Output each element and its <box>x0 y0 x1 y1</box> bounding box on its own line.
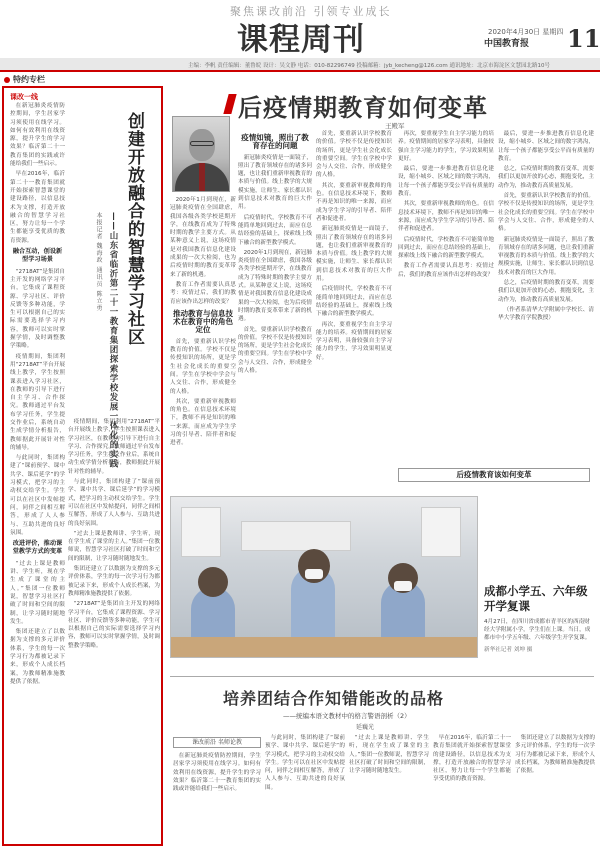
paragraph: 2020年1月到现在，新冠肺炎疫情在全国肆虐，我国各级各类学校延期开学，在线教育成为了特殊时期的教学主要方式。从某种意义上说，这场疫情是对我国教育信息化建设成果的一次大检阅，也为后疫情时期的教育变革带来了新的机遇。 <box>170 197 236 278</box>
paragraph: 与此同时，集团构建了“课前预学、课中共学、课后延学”的学习模式，把学习的主动权交给学生。学生可以在社区中发帖提问，同伴之间相互解答，形成了人人参与、互助共进的良好氛围。 <box>10 455 65 536</box>
page-number: 11 <box>567 24 600 53</box>
portrait-tie <box>199 163 205 192</box>
paragraph: 新冠肺炎疫情是一面镜子，照出了教育领域存在的诸多问题，也让我们重新审视教育的本质与价值。线上教学的大规模实施，让师生、家长都认识到信息技术对教育的巨大作用。 <box>238 154 312 211</box>
paragraph: 首先，要重新认识学校教育的价值。学校不仅是传授知识的场所，更是学生社会化成长的重要空间。学生在学校中学会与人交往、合作，形成健全的人格。 <box>238 326 312 375</box>
paragraph: 新冠肺炎疫情是一面镜子，照出了教育领域存在的诸多问题，也让我们重新审视教育的本质与价值。线上教学的大规模实施，让师生、家长都认识到信息技术对教育的巨大作用。 <box>316 226 392 283</box>
paragraph: 与此同时，集团构建了“课前预学、课中共学、课后延学”的学习模式，把学习的主动权交给学生。学生可以在社区中发帖提问，同伴之间相互解答，形成了人人参与、互助共进的良好氛围。 <box>68 479 160 527</box>
main-column-2 <box>238 130 312 492</box>
header-rule <box>0 70 600 72</box>
bottom-column-3 <box>349 734 429 846</box>
article-subheading: 推动教育与信息技术在教育中的角色定位 <box>173 308 233 335</box>
bottom-subtitle: ——统编本语文教材中的格言警语剖析（2） <box>283 712 411 720</box>
photo-window <box>181 507 221 557</box>
photo-credit: 新华社记者 刘坤 摄 <box>484 647 533 653</box>
paper-name: 课程周刊 <box>237 22 365 58</box>
author-note: （作者系清华大学附属中学校长、清华大学教育学院教授） <box>498 306 594 322</box>
paragraph: 其次，要重新审视教师的角色。在信息技术环境下，教师不再是知识的唯一来源，而应成为学生学习的引导者、陪伴者和促进者。 <box>316 182 392 222</box>
paragraph: 最后，要进一步推进教育信息化建设，缩小城乡、区域之间的数字鸿沟，让每一个孩子都能享受公平而有质量的教育。 <box>498 131 594 162</box>
bottom-column-4 <box>433 734 511 846</box>
photo-mask <box>305 569 323 579</box>
paragraph: 在新冠肺炎疫情防控期间，学生居家学习须使用在线学习。如何有效利用在线资源，提升学生的学习效果？临沂第二十一教育集团的实践或许能给我们一些启示。 <box>10 103 65 168</box>
paragraph: 集团还建立了以数据为支撑的多元评价体系，学生的每一次学习行为都被记录下来，形成个人成长档案，为教师精准施教提供了依据。 <box>68 566 160 597</box>
paragraph: 首先，要重新认识学校教育的价值。学校不仅是传授知识的场所，更是学生社会化成长的重要空间。学生在学校中学会与人交往、合作，形成健全的人格。 <box>498 193 594 233</box>
paragraph: “2718AT”是集团自主开发的网络学习平台，它集成了课程资源、学习社区、评价反馈等多种功能，学生可以根据自己的实际需要选择学习内容，教师可以实时掌握学情，及时调整教学策略。 <box>10 268 65 350</box>
title-decoration <box>223 94 236 114</box>
paragraph: “2718AT”是集团自主开发的网络学习平台，它集成了课程资源、学习社区、评价反馈等多种功能，学生可以根据自己的实际需要选择学习内容，教师可以实时掌握学情，及时调整教学策略。 <box>68 601 160 649</box>
paragraph: 集团还建立了以数据为支撑的多元评价体系，学生的每一次学习行为都被记录下来，形成个人成长档案，为教师精准施教提供了依据。 <box>515 735 595 775</box>
section-label-text: 特约专栏 <box>13 75 45 84</box>
masthead <box>0 0 600 64</box>
photo-banner <box>241 521 351 551</box>
bottom-headline: 培养团结合作知错能改的品格 <box>223 689 445 708</box>
paragraph: 疫情期间，集团利用“2718AT”平台开展线上教学，学生按照课表进入学习社区，在教师的引导下进行自主学习、合作探究。教师通过平台发布学习任务，学生提交作业后，系统自动生成学情分析报告，教师据此开展针对性的辅导。 <box>68 419 160 475</box>
main-column-1 <box>170 196 236 492</box>
photo-caption: 4月27日，在四川省成都市青羊区的西南财经大学附属小学，学生们在上课。当日，成都市中小学五年级、六年级学生开学复课。 <box>484 619 591 641</box>
main-column-3 <box>316 130 392 492</box>
feature-subheading: 改进评价，推动课堂教学方式的变革 <box>12 540 63 556</box>
brand-logo: 中国教育报 <box>484 39 530 49</box>
main-author: 王殿军 <box>385 122 405 130</box>
bottom-column-2 <box>265 734 345 846</box>
paragraph: “过去上课是教师讲、学生听，现在学生成了课堂的主人。”集团一位教师说，智慧学习社区打破了时间和空间的限制，让学习随时随地发生。 <box>349 735 429 775</box>
paragraph: 疫情期间，集团利用“2718AT”平台开展线上教学，学生按照课表进入学习社区，在教师的引导下进行自主学习、合作探究。教师通过平台发布学习任务，学生提交作业后，系统自动生成学情分析报告，教师据此开展针对性的辅导。 <box>10 353 65 451</box>
paragraph: 后疫情时代，学校教育不可能简单地回到过去，而应在总结经验的基础上，探索线上线下融合的新型教学模式。 <box>316 286 392 318</box>
paragraph: 与此同时，集团构建了“课前预学、课中共学、课后延学”的学习模式，把学习的主动权交给学生。学生可以在社区中发帖提问，同伴之间相互解答，形成了人人参与、互助共进的良好氛围。 <box>265 735 345 791</box>
bullet-icon <box>4 77 10 83</box>
feature-tag: 课改一线 <box>10 93 38 101</box>
paragraph: 集团还建立了以数据为支撑的多元评价体系，学生的每一次学习行为都被记录下来，形成个人成长档案，为教师精准施教提供了依据。 <box>10 629 65 685</box>
section-label <box>4 74 45 85</box>
photo-title: 成都小学五、六年级开学复课 <box>484 584 588 613</box>
feature-subtitle: ——山东省临沂第二十一教育集团探索学校发展一体化的实践 <box>108 212 118 469</box>
contact-bar: 主编：李帆 责任编辑：董鲁皖 设计：吴文静 电话：010-82296749 投稿邮箱：jyb_kecheng@126.com 通讯地址：北京市海淀区文慧园北路10号 <box>0 58 600 70</box>
paragraph: 首先，要重新认识学校教育的价值。学校不仅是传授知识的场所，更是学生社会化成长的重要空间。学生在学校中学会与人交往、合作，形成健全的人格。 <box>316 131 392 179</box>
main-column-5 <box>498 130 594 570</box>
paragraph: 其次，要重新审视教师的角色。在信息技术环境下，教师不再是知识的唯一来源，而应成为学生学习的引导者、陪伴者和促进者。 <box>170 398 236 447</box>
bottom-author: 延巍光 <box>356 724 375 731</box>
paragraph: 后疫情时代，学校教育不可能简单地回到过去，而应在总结经验的基础上，探索线上线下融合的新型教学模式。 <box>398 236 494 260</box>
paragraph: “过去上课是教师讲、学生听，现在学生成了课堂的主人。”集团一位教师说，智慧学习社区打破了时间和空间的限制，让学习随时随地发生。 <box>10 560 65 625</box>
slogan: 聚焦课改前沿 引领专业成长 <box>230 5 392 18</box>
paragraph: “过去上课是教师讲、学生听，现在学生成了课堂的主人。”集团一位教师说，智慧学习社区打破了时间和空间的限制，让学习随时随地发生。 <box>68 530 160 562</box>
paragraph: 在新冠肺炎疫情防控期间，学生居家学习须使用在线学习。如何有效利用在线资源，提升学生的学习效果？临沂第二十一教育集团的实践或许能给我们一些启示。 <box>173 753 261 793</box>
bottom-column-1 <box>173 752 261 846</box>
paragraph: 后疫情时代，学校教育不可能简单地回到过去，而应在总结经验的基础上，探索线上线下融合的新型教学模式。 <box>238 214 312 246</box>
paragraph: 早在2016年，临沂第二十一教育集团就开始探索智慧课堂的建设路径，以信息技术为支撑，打造开放融合的智慧学习社区，努力让每一个学生都能享受优质的教育资源。 <box>10 171 65 244</box>
portrait-glasses <box>190 141 214 146</box>
paragraph: 最后，要进一步推进教育信息化建设，缩小城乡、区域之间的数字鸿沟，让每一个孩子都能享受公平而有质量的教育。 <box>398 166 494 198</box>
bottom-column-5 <box>515 734 595 846</box>
paragraph: 2020年1月到现在，新冠肺炎疫情在全国肆虐，我国各级各类学校延期开学，在线教育成为了特殊时期的教学主要方式。从某种意义上说，这场疫情是对我国教育信息化建设成果的一次大检阅，也为后疫情时期的教育变革带来了新的机遇。 <box>238 249 312 323</box>
photo-window <box>421 507 461 557</box>
paragraph: 其次，要重新审视教师的角色。在信息技术环境下，教师不再是知识的唯一来源，而应成为学生学习的引导者、陪伴者和促进者。 <box>398 201 494 233</box>
paragraph: 总之，后疫情时期的教育变革，需要我们以更加开放的心态，拥抱变化，主动作为，推动教育高质量发展。 <box>498 166 594 189</box>
feature-column-1 <box>10 102 65 842</box>
main-column-4 <box>398 130 494 464</box>
paragraph: 再次，要重视学生自主学习能力的培养。疫情期间的居家学习表明，具备较强自主学习能力的学生，学习效果明显更好。 <box>398 131 494 162</box>
paragraph: 再次，要重视学生自主学习能力的培养。疫情期间的居家学习表明，具备较强自主学习能力的学生，学习效果明显更好。 <box>316 321 392 361</box>
paragraph: 教育工作者需要认真思考：疫情过后，我们的教育应该作出怎样的改变？ <box>398 263 494 278</box>
photo-desk <box>171 637 478 657</box>
feature-column-2 <box>68 418 160 842</box>
author-portrait <box>172 116 230 192</box>
news-photo <box>170 496 478 658</box>
subheading-box-text: 后疫情教育该如何变革 <box>456 470 532 479</box>
left-feature <box>2 86 163 846</box>
divider <box>170 676 594 677</box>
photo-mask <box>394 581 412 591</box>
paragraph: 总之，后疫情时期的教育变革，需要我们以更加开放的心态，拥抱变化，主动作为，推动教育高质量发展。 <box>498 280 594 303</box>
feature-byline: 本报记者 魏海政 通讯员 陈立勇 <box>95 212 102 312</box>
column-tag: 课改前沿 名师论教 <box>173 737 261 748</box>
photo-student-head <box>198 567 228 597</box>
paragraph: 早在2016年，临沂第二十一教育集团就开始探索智慧课堂的建设路径，以信息技术为支撑，打造开放融合的智慧学习社区，努力让每一个学生都能享受优质的教育资源。 <box>433 735 511 783</box>
issue-date: 2020年4月30日 星期四 <box>488 28 564 36</box>
feature-subheading: 融合互动，创设新型学习场景 <box>12 248 63 264</box>
paragraph: 首先，要重新认识学校教育的价值。学校不仅是传授知识的场所，更是学生社会化成长的重要空间。学生在学校中学会与人交往、合作，形成健全的人格。 <box>170 338 236 395</box>
article-subheading: 疫情如镜，照出了教育存在的问题 <box>241 133 309 151</box>
paragraph: 教育工作者需要认真思考：疫情过后，我们的教育应该作出怎样的改变？ <box>170 281 236 305</box>
feature-title: 创建开放融合的智慧学习社区 <box>124 112 144 346</box>
main-headline: 后疫情期教育如何变革 <box>238 93 488 122</box>
subheading-box <box>398 468 590 482</box>
paragraph: 新冠肺炎疫情是一面镜子，照出了教育领域存在的诸多问题，也让我们重新审视教育的本质与价值。线上教学的大规模实施，让师生、家长都认识到信息技术对教育的巨大作用。 <box>498 236 594 276</box>
